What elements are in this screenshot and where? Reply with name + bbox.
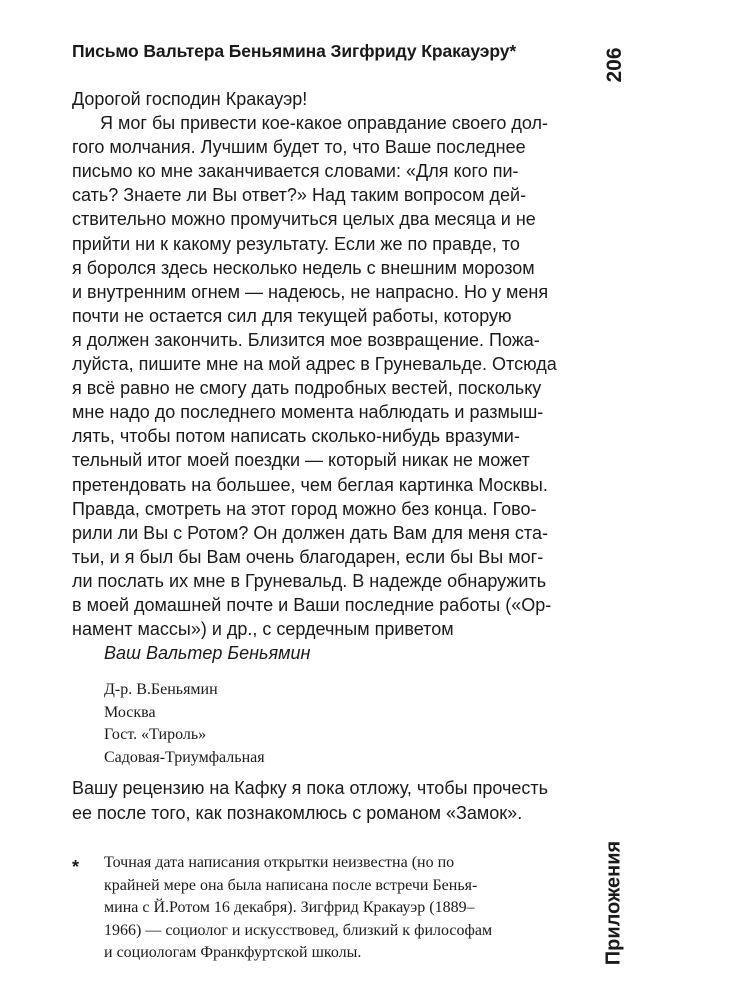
letter-line: Я мог бы привести кое-какое оправдание своего дол- [100, 113, 548, 134]
letter-line: мне надо до последнего момента наблюдать и размыш- [72, 402, 544, 423]
letter-line: луйста, пишите мне на мой адрес в Груневальде. Отсюда [72, 354, 557, 375]
letter-line: сать? Знаете ли Вы ответ?» Над таким вопросом дей- [72, 185, 527, 206]
letter-line: Правда, смотреть на этот город можно без конца. Гово- [72, 498, 537, 519]
letter-line: гого молчания. Лучшим будет то, что Ваше последнее [72, 137, 526, 158]
running-header-title: Письмо Вальтера Беньямина Зигфриду Кракауэру* [72, 41, 517, 61]
postscript-line: ее после того, как познакомлюсь с романом «Замок». [72, 802, 523, 823]
letter-line: и внутренним огнем — надеюсь, не напрасно. Но у меня [72, 281, 549, 302]
section-label-text: Приложения [602, 840, 625, 966]
letter-line: лять, чтобы потом написать сколько-нибудь вразуми- [72, 426, 520, 447]
letter-line: рили ли Вы с Ротом? Он должен дать Вам для меня ста- [72, 522, 548, 543]
footnote-line: мина с Й.Ротом 16 декабря). Зигфрид Кракауэр (1889– [104, 899, 475, 916]
footnote-line: и социологам Франкфуртской школы. [104, 944, 362, 961]
letter-line: почти не остается сил для текущей работы, которую [72, 305, 512, 326]
letter-line: я должен закончить. Близится мое возвращение. Пожа- [72, 329, 540, 350]
letter-greeting: Дорогой господин Кракауэр! [72, 89, 308, 109]
letter-line: я всё равно не смогу дать подробных вестей, поскольку [72, 378, 542, 399]
letter-line: ли послать их мне в Груневальд. В надежде обнаружить [72, 570, 547, 591]
letter-line: ствительно можно промучиться целых два месяца и не [72, 209, 536, 230]
page-number [590, 40, 640, 90]
footnote [104, 852, 584, 965]
postscript [72, 776, 548, 825]
footnote-line: 1966) — социолог и искусствовед, близкий к философам [104, 921, 493, 939]
section-label [588, 828, 640, 978]
footnote-line: крайней мере она была написана после встречи Бенья- [104, 876, 478, 894]
page-number-text: 206 [603, 47, 626, 83]
address-line: Д-р. В.Беньямин [104, 681, 218, 698]
letter-line: прийти ни к какому результату. Если же по правде, то [72, 233, 520, 254]
letter-body [72, 87, 592, 641]
letter-line: я боролся здесь несколько недель с внешним морозом [72, 257, 535, 278]
address-line: Садовая-Триумфальная [104, 748, 265, 766]
sender-address [104, 679, 265, 769]
letter-line: тельный итог моей поездки — который никак не может [72, 450, 530, 471]
letter-line: письмо ко мне заканчивается словами: «Для кого пи- [72, 161, 519, 182]
letter-signature: Ваш Вальтер Беньямин [104, 643, 311, 663]
postscript-line: Вашу рецензию на Кафку я пока отложу, чтобы прочесть [72, 778, 548, 798]
letter-line: тьи, и я был бы Вам очень благодарен, если бы Вы мог- [72, 546, 544, 567]
letter-line: намент массы») и др., с сердечным приветом [72, 619, 454, 640]
footnote-line: Точная дата написания открытки неизвестна (но по [104, 854, 455, 871]
address-line: Гост. «Тироль» [104, 726, 207, 743]
footnote-asterisk: * [72, 857, 80, 877]
letter-line: в моей домашней почте и Ваши последние работы («Ор- [72, 594, 552, 615]
letter-line: претендовать на большее, чем беглая картинка Москвы. [72, 474, 548, 495]
address-line: Москва [104, 703, 156, 721]
